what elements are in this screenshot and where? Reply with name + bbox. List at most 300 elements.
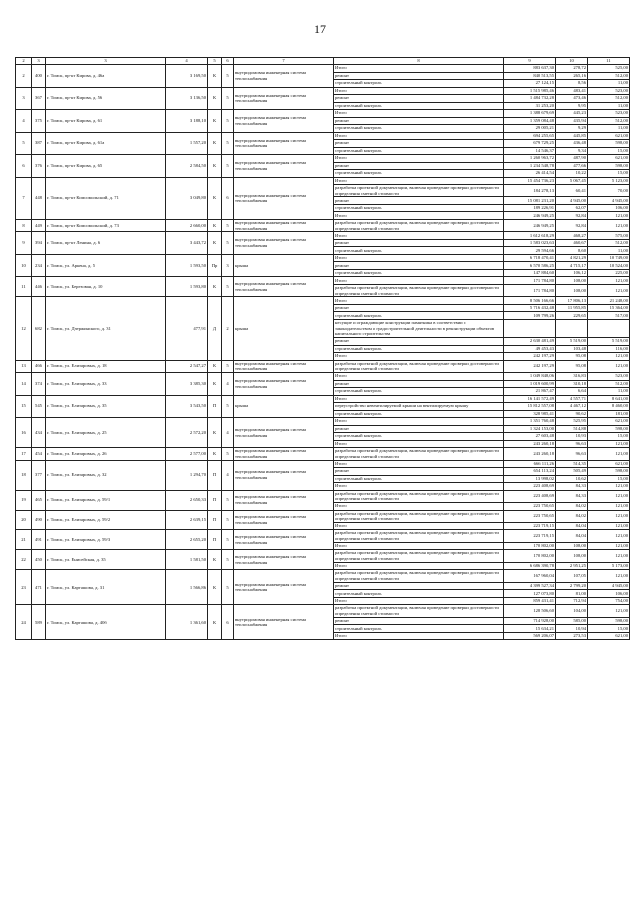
limit-cost: 15,00 <box>588 625 630 633</box>
table-row <box>16 570 630 582</box>
work-type: разработка проектной документации, включая проведение проверки достоверности определения сметной стоимости <box>334 605 504 617</box>
unit-cost: 525,95 <box>556 418 588 426</box>
system-name: внутридомовая инженерная система теплоснабжения <box>234 219 334 231</box>
building-address: г. Томск, ул. Енисейская, д. 35 <box>46 550 166 570</box>
building-id: 682 <box>32 297 46 360</box>
work-type: разработка проектной документации, включая проведение проверки достоверности определения сметной стоимости <box>334 570 504 582</box>
unit-cost: 84,33 <box>556 483 588 491</box>
unit-cost: 8,60 <box>556 247 588 255</box>
unit-cost: 5 519,00 <box>556 338 588 346</box>
system-name: внутридомовая инженерная система теплоснабжения <box>234 65 334 88</box>
building-id: 367 <box>32 87 46 110</box>
building-area: 3 385,30 <box>166 373 208 396</box>
unit-cost: 514,35 <box>556 460 588 468</box>
building-type: К <box>208 570 222 605</box>
column-header: 7 <box>234 58 334 65</box>
cost-value: 1 260 963,72 <box>504 155 556 163</box>
cost-value: 223 719,15 <box>504 530 556 542</box>
work-type: строительный контроль <box>334 80 504 88</box>
unit-cost: 84,04 <box>556 522 588 530</box>
cost-value: 49 453,43 <box>504 345 556 353</box>
unit-cost: 273,53 <box>556 632 588 640</box>
cost-value: 170 802,00 <box>504 542 556 550</box>
building-area: 3 169,50 <box>166 65 208 88</box>
cost-value: 714 928,00 <box>504 617 556 625</box>
cost-value: 1 351 760,48 <box>504 418 556 426</box>
work-type: разработка проектной документации, включая проведение проверки достоверности определения сметной стоимости <box>334 550 504 562</box>
building-address: г. Томск, ул. Елизаровых, д. 59/1 <box>46 490 166 510</box>
building-type: К <box>208 177 222 219</box>
building-type: П <box>208 530 222 550</box>
work-type: ремонт <box>334 72 504 80</box>
building-address: г. Томск, пр-кт Комсомольский, д. 71 <box>46 177 166 219</box>
building-id: 234 <box>32 254 46 277</box>
building-area: 1 581,50 <box>166 550 208 570</box>
cost-value: 243 260,18 <box>504 448 556 460</box>
unit-cost: 17 806,13 <box>556 297 588 305</box>
limit-cost: 598,00 <box>588 617 630 625</box>
work-type: строительный контроль <box>334 125 504 133</box>
work-type: строительный контроль <box>334 625 504 633</box>
building-address: г. Томск, ул. Елизаровых, д. 25 <box>46 418 166 448</box>
work-type: переустройство невентилируемой крыши на вентилируемую крышу <box>334 403 504 411</box>
page-number: 17 <box>314 22 326 36</box>
table-row <box>16 132 630 140</box>
column-header: 3 <box>46 58 166 65</box>
work-type: Итого <box>334 632 504 640</box>
unit-cost: 4 467,12 <box>556 403 588 411</box>
building-id: 448 <box>32 177 46 219</box>
floor-count: 5 <box>222 395 234 418</box>
table-row <box>16 297 630 305</box>
unit-cost: 92,84 <box>556 219 588 231</box>
limit-cost: 621,00 <box>588 132 630 140</box>
floor-count: 6 <box>222 177 234 219</box>
work-type: строительный контроль <box>334 345 504 353</box>
building-area: 1 361,60 <box>166 605 208 640</box>
limit-cost: 621,00 <box>588 632 630 640</box>
unit-cost: 483,41 <box>556 87 588 95</box>
unit-cost: 10,94 <box>556 625 588 633</box>
cost-value: 666 111,26 <box>504 460 556 468</box>
building-type: Д <box>208 297 222 360</box>
limit-cost: 121,00 <box>588 522 630 530</box>
building-area: 2 655,20 <box>166 530 208 550</box>
row-number: 18 <box>16 460 32 490</box>
building-id: 545 <box>32 395 46 418</box>
table-row <box>16 448 630 460</box>
work-type: Итого <box>334 212 504 220</box>
cost-value: 15 634,21 <box>504 625 556 633</box>
building-address: г. Томск, пр-кт Комсомольский, д. 73 <box>46 219 166 231</box>
building-area: 2 639,15 <box>166 510 208 530</box>
limit-cost: 121,00 <box>588 448 630 460</box>
limit-cost: 5 123,00 <box>588 177 630 185</box>
building-address: г. Томск, пр-кт Кирова, д. 65 <box>46 155 166 178</box>
column-header: 3 <box>32 58 46 65</box>
cost-value: 14 546,37 <box>504 147 556 155</box>
building-type: К <box>208 232 222 255</box>
floor-count: 5 <box>222 490 234 510</box>
floor-count: 5 <box>222 530 234 550</box>
unit-cost: 460,67 <box>556 239 588 247</box>
cost-value: 223 750,65 <box>504 503 556 511</box>
unit-cost: 473,46 <box>556 95 588 103</box>
limit-cost: 106,00 <box>588 204 630 212</box>
building-area: 2 584,50 <box>166 155 208 178</box>
table-row <box>16 605 630 617</box>
cost-value: 223 408,69 <box>504 483 556 491</box>
unit-cost: 108,00 <box>556 277 588 285</box>
cost-value: 679 729,25 <box>504 140 556 148</box>
unit-cost: 84,04 <box>556 530 588 542</box>
building-area: 1 593,80 <box>166 277 208 297</box>
work-type: Итого <box>334 460 504 468</box>
limit-cost: 181,00 <box>588 410 630 418</box>
cost-value: 189 226,91 <box>504 204 556 212</box>
unit-cost: 106,12 <box>556 269 588 277</box>
cost-value: 242 197,29 <box>504 360 556 372</box>
cost-value: 1 484 732,28 <box>504 95 556 103</box>
building-id: 449 <box>32 219 46 231</box>
unit-cost: 4 557,71 <box>556 395 588 403</box>
cost-value: 1 324 153,00 <box>504 425 556 433</box>
system-name: крыша <box>234 254 334 277</box>
limit-cost: 121,00 <box>588 550 630 562</box>
row-number: 21 <box>16 530 32 550</box>
building-id: 374 <box>32 373 46 396</box>
limit-cost <box>588 319 630 337</box>
building-id: 471 <box>32 570 46 605</box>
table-row <box>16 87 630 95</box>
limit-cost: 512,00 <box>588 239 630 247</box>
row-number: 23 <box>16 570 32 605</box>
work-type: строительный контроль <box>334 269 504 277</box>
floor-count: 5 <box>222 448 234 460</box>
work-type: строительный контроль <box>334 433 504 441</box>
building-area: 3 188,10 <box>166 110 208 133</box>
floor-count: 6 <box>222 605 234 640</box>
limit-cost: 225,00 <box>588 269 630 277</box>
building-type: К <box>208 277 222 297</box>
unit-cost: 108,00 <box>556 542 588 550</box>
work-type: строительный контроль <box>334 312 504 320</box>
unit-cost: 108,00 <box>556 284 588 296</box>
system-name: внутридомовая инженерная система теплоснабжения <box>234 605 334 640</box>
building-id: 465 <box>32 490 46 510</box>
cost-value: 328 985,41 <box>504 410 556 418</box>
cost-value: 223 750,65 <box>504 510 556 522</box>
building-address: г. Томск, ул. Елизаровых, д. 18 <box>46 360 166 372</box>
floor-count: 5 <box>222 360 234 372</box>
cost-value: 29 005,21 <box>504 125 556 133</box>
floor-count: 5 <box>222 510 234 530</box>
unit-cost: 84,02 <box>556 510 588 522</box>
system-name: крыша <box>234 395 334 418</box>
floor-count: 4 <box>222 460 234 490</box>
work-type: Итого <box>334 597 504 605</box>
building-area: 1 294,70 <box>166 460 208 490</box>
building-area: 3 543,50 <box>166 395 208 418</box>
building-id: 434 <box>32 418 46 448</box>
floor-count: 5 <box>222 232 234 255</box>
cost-value: 15 812 557,08 <box>504 403 556 411</box>
limit-cost: 621,00 <box>588 418 630 426</box>
system-name: внутридомовая инженерная система теплоснабжения <box>234 460 334 490</box>
floor-count: 5 <box>222 219 234 231</box>
limit-cost: 70,00 <box>588 185 630 197</box>
unit-cost: 585,00 <box>556 617 588 625</box>
cost-value: 840 513,55 <box>504 72 556 80</box>
building-id: 400 <box>32 65 46 88</box>
column-header: 9 <box>504 58 556 65</box>
system-name: внутридомовая инженерная система теплоснабжения <box>234 570 334 605</box>
row-number: 13 <box>16 360 32 372</box>
building-address: г. Томск, пр-кт Ленина, д. 6 <box>46 232 166 255</box>
work-type: ремонт <box>334 380 504 388</box>
cost-value: 170 802,00 <box>504 550 556 562</box>
limit-cost: 121,00 <box>588 212 630 220</box>
limit-cost: 121,00 <box>588 530 630 542</box>
table-row <box>16 395 630 403</box>
limit-cost: 121,00 <box>588 284 630 296</box>
unit-cost: 487,90 <box>556 155 588 163</box>
cost-value <box>504 319 556 337</box>
building-type: К <box>208 373 222 396</box>
system-name: внутридомовая инженерная система теплоснабжения <box>234 87 334 110</box>
unit-cost: 229,65 <box>556 312 588 320</box>
building-id: 446 <box>32 277 46 297</box>
floor-count: 5 <box>222 550 234 570</box>
table-row <box>16 373 630 381</box>
building-area: 1 593,50 <box>166 254 208 277</box>
unit-cost: 108,00 <box>556 550 588 562</box>
building-area: 2 660,00 <box>166 219 208 231</box>
unit-cost: 505,49 <box>556 468 588 476</box>
cost-value: 167 960,04 <box>504 570 556 582</box>
building-type: Пр <box>208 254 222 277</box>
cost-value: 15 454 736,23 <box>504 177 556 185</box>
work-type: Итого <box>334 110 504 118</box>
unit-cost <box>556 319 588 337</box>
unit-cost: 265,16 <box>556 72 588 80</box>
column-header: 10 <box>556 58 588 65</box>
cost-value: 1 049 848,06 <box>504 373 556 381</box>
cost-value: 147 884,60 <box>504 269 556 277</box>
work-type: ремонт <box>334 468 504 476</box>
unit-cost: 8,56 <box>556 80 588 88</box>
limit-cost: 523,00 <box>588 110 630 118</box>
cost-value: 694 255,65 <box>504 132 556 140</box>
limit-cost: 121,00 <box>588 542 630 550</box>
limit-cost: 121,00 <box>588 277 630 285</box>
work-type: разработка проектной документации, включая проведение проверки достоверности определения сметной стоимости <box>334 284 504 296</box>
building-address: г. Томск, ул. Елизаровых, д. 33 <box>46 373 166 396</box>
work-type: Итого <box>334 542 504 550</box>
table-row <box>16 254 630 262</box>
building-address: г. Томск, ул. Карташова, д. 31 <box>46 570 166 605</box>
table-row <box>16 530 630 542</box>
unit-cost: 9,95 <box>556 102 588 110</box>
limit-cost: 4 945,00 <box>588 582 630 590</box>
limit-cost: 525,00 <box>588 65 630 73</box>
cost-value: 8 506 166,66 <box>504 297 556 305</box>
limit-cost: 15,00 <box>588 433 630 441</box>
unit-cost: 62,07 <box>556 204 588 212</box>
cost-value: 1 019 600,99 <box>504 380 556 388</box>
work-type: разработка проектной документации, включая проведение проверки достоверности определения сметной стоимости <box>334 185 504 197</box>
building-address: г. Томск, ул. Елизаровых, д. 59/3 <box>46 530 166 550</box>
limit-cost: 8 641,00 <box>588 395 630 403</box>
floor-count: 5 <box>222 87 234 110</box>
limit-cost: 121,00 <box>588 490 630 502</box>
limit-cost: 621,00 <box>588 460 630 468</box>
building-id: 490 <box>32 510 46 530</box>
building-id: 466 <box>32 360 46 372</box>
floor-count: 4 <box>222 373 234 396</box>
building-area: 3 443,72 <box>166 232 208 255</box>
limit-cost: 10 749,00 <box>588 254 630 262</box>
work-type: Итого <box>334 522 504 530</box>
building-area: 2 547,27 <box>166 360 208 372</box>
building-id: 394 <box>32 232 46 255</box>
cost-value: 1 234 548,78 <box>504 162 556 170</box>
limit-cost: 523,00 <box>588 87 630 95</box>
limit-cost: 598,00 <box>588 140 630 148</box>
table-row <box>16 460 630 468</box>
column-header: 8 <box>334 58 504 65</box>
building-type: К <box>208 448 222 460</box>
table-body <box>16 65 630 640</box>
work-type: строительный контроль <box>334 590 504 598</box>
unit-cost: 435,94 <box>556 117 588 125</box>
limit-cost: 121,00 <box>588 440 630 448</box>
building-type: К <box>208 87 222 110</box>
building-id: 376 <box>32 155 46 178</box>
limit-cost: 512,00 <box>588 72 630 80</box>
limit-cost: 121,00 <box>588 605 630 617</box>
floor-count: 4 <box>222 418 234 448</box>
building-id: 450 <box>32 550 46 570</box>
unit-cost: 10,62 <box>556 475 588 483</box>
building-area: 1 557,20 <box>166 132 208 155</box>
row-number: 5 <box>16 132 32 155</box>
work-type: Итого <box>334 87 504 95</box>
work-type: разработка проектной документации, включая проведение проверки достоверности определения сметной стоимости <box>334 530 504 542</box>
system-name: внутридомовая инженерная система теплоснабжения <box>234 155 334 178</box>
cost-value: 223 408,69 <box>504 490 556 502</box>
cost-value: 4 399 527,34 <box>504 582 556 590</box>
cost-value: 29 594,66 <box>504 247 556 255</box>
unit-cost: 84,02 <box>556 503 588 511</box>
cost-value: 128 506,60 <box>504 605 556 617</box>
cost-value: 223 719,15 <box>504 522 556 530</box>
cost-value: 21 867,47 <box>504 388 556 396</box>
row-number: 2 <box>16 65 32 88</box>
cost-value: 246 949,25 <box>504 219 556 231</box>
limit-cost: 116,00 <box>588 345 630 353</box>
cost-value: 6 570 586,25 <box>504 262 556 270</box>
work-type: ремонт <box>334 425 504 433</box>
table-row <box>16 177 630 185</box>
work-type: ремонт <box>334 617 504 625</box>
unit-cost: 60,41 <box>556 185 588 197</box>
limit-cost: 754,00 <box>588 597 630 605</box>
floor-count: 5 <box>222 132 234 155</box>
floor-count: 5 <box>222 65 234 88</box>
limit-cost: 10 524,00 <box>588 262 630 270</box>
cost-value: 184 278,13 <box>504 185 556 197</box>
limit-cost: 4 945,00 <box>588 197 630 205</box>
row-number: 3 <box>16 87 32 110</box>
system-name: внутридомовая инженерная система теплоснабжения <box>234 110 334 133</box>
work-type: Итого <box>334 418 504 426</box>
row-number: 24 <box>16 605 32 640</box>
limit-cost: 598,00 <box>588 425 630 433</box>
building-id: 387 <box>32 132 46 155</box>
building-id: 375 <box>32 110 46 133</box>
table-row <box>16 277 630 285</box>
cost-value: 242 197,29 <box>504 353 556 361</box>
work-type: Итого <box>334 353 504 361</box>
building-address: г. Томск, ул. Карташова, д. 40б <box>46 605 166 640</box>
limit-cost: 11,00 <box>588 125 630 133</box>
limit-cost: 5 519,00 <box>588 338 630 346</box>
column-header: 6 <box>222 58 234 65</box>
work-type: ремонт <box>334 197 504 205</box>
work-type: Итого <box>334 132 504 140</box>
unit-cost: 10,22 <box>556 170 588 178</box>
building-type: К <box>208 155 222 178</box>
limit-cost: 598,00 <box>588 162 630 170</box>
table-row <box>16 65 630 73</box>
unit-cost: 103,48 <box>556 345 588 353</box>
unit-cost: 6,64 <box>556 388 588 396</box>
limit-cost: 512,00 <box>588 117 630 125</box>
system-name: внутридомовая инженерная система теплоснабжения <box>234 418 334 448</box>
unit-cost: 316,83 <box>556 373 588 381</box>
building-address: г. Томск, пр-кт Кирова, д. 61 <box>46 110 166 133</box>
floor-count: 3 <box>222 254 234 277</box>
unit-cost: 445,85 <box>556 132 588 140</box>
cost-value: 1 359 084,48 <box>504 117 556 125</box>
building-address: г. Томск, ул. Дзержинского, д. 31 <box>46 297 166 360</box>
building-area: 477,91 <box>166 297 208 360</box>
work-type: Итого <box>334 177 504 185</box>
work-type: строительный контроль <box>334 388 504 396</box>
system-name: внутридомовая инженерная система теплоснабжения <box>234 530 334 550</box>
work-type: Итого <box>334 155 504 163</box>
cost-value: 15 081 231,20 <box>504 197 556 205</box>
table-row <box>16 490 630 502</box>
cost-value: 109 799,26 <box>504 312 556 320</box>
row-number: 22 <box>16 550 32 570</box>
limit-cost: 11,00 <box>588 247 630 255</box>
table-row <box>16 550 630 562</box>
unit-cost: 2 951,25 <box>556 562 588 570</box>
cost-value: 246 949,25 <box>504 212 556 220</box>
unit-cost: 81,00 <box>556 590 588 598</box>
work-type: ремонт <box>334 338 504 346</box>
limit-cost: 21 248,00 <box>588 297 630 305</box>
building-address: г. Томск, пр-кт Кирова, д. 46а <box>46 65 166 88</box>
row-number: 15 <box>16 395 32 418</box>
work-type: ремонт <box>334 162 504 170</box>
building-type: К <box>208 605 222 640</box>
table-row <box>16 155 630 163</box>
unit-cost: 92,84 <box>556 212 588 220</box>
system-name: внутридомовая инженерная система теплоснабжения <box>234 132 334 155</box>
